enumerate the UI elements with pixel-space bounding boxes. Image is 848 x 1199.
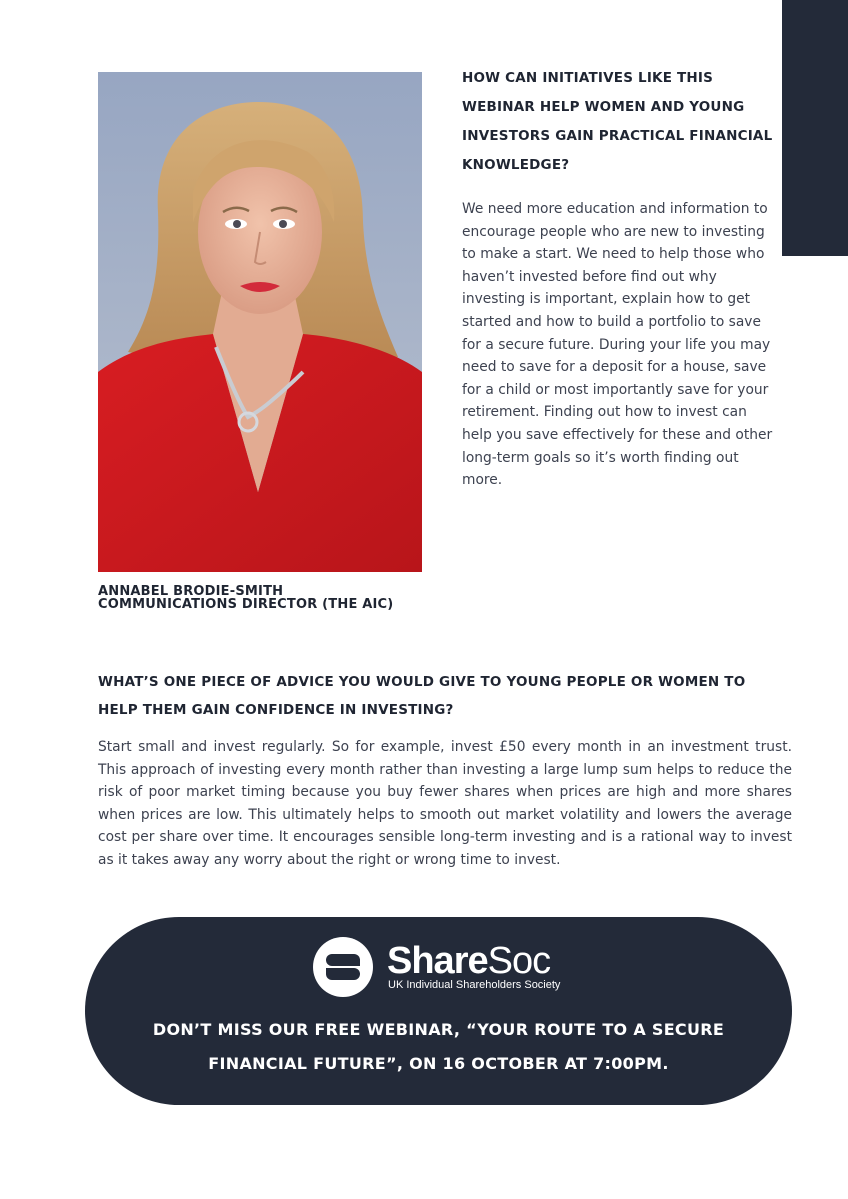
webinar-banner: [85, 917, 792, 1105]
sharesoc-logo: [313, 937, 573, 1001]
photo-caption: [98, 585, 438, 611]
caption-title: COMMUNICATIONS DIRECTOR (THE AIC): [98, 597, 394, 612]
question-two-heading: WHAT’S ONE PIECE OF ADVICE YOU WOULD GIVE TO YOUNG PEOPLE OR WOMEN TO HELP THEM GAIN CONFIDENCE IN INVESTING?: [98, 674, 746, 718]
question-two-answer: Start small and invest regularly. So for example, invest £50 every month in an investment trust. This approach of investing every month rather than investing a large lump sum helps to reduce the risk of poor market timing because you buy fewer shares when prices are high and more shares when prices are low. This ultimately helps to smooth out market volatility and lowers the average cost per share over time. It encourages sensible long-term investing and is a rational way to invest as it takes away any worry about the right or wrong time to invest.: [98, 739, 792, 868]
webinar-cta-text: DON’T MISS OUR FREE WEBINAR, “YOUR ROUTE TO A SECURE FINANCIAL FUTURE”, ON 16 OCTOBER AT 7:00PM.: [152, 1020, 725, 1073]
question-one-answer: We need more education and information to encourage people who are new to investing to make a start. We need to help those who haven’t invested before find out why investing is important, explain how to get started and how to build a portfolio to save for a secure future. During your life you may need to save for a deposit for a house, save for a child or most importantly save for your retirement. Finding out how to invest can help you save effectively for these and other long-term goals so it’s worth finding out more.: [462, 201, 773, 489]
sharesoc-logo-icon: [313, 937, 373, 997]
logo-word-bold: Share: [387, 940, 488, 982]
logo-wordmark: [387, 939, 550, 983]
corner-accent-bar: [782, 0, 848, 256]
question-one-heading: HOW CAN INITIATIVES LIKE THIS WEBINAR HELP WOMEN AND YOUNG INVESTORS GAIN PRACTICAL FINANCIAL KNOWLEDGE?: [462, 70, 773, 173]
logo-word-regular: Soc: [487, 940, 551, 982]
portrait-photo: [98, 72, 422, 572]
logo-tagline: UK Individual Shareholders Society: [388, 979, 561, 991]
caption-name: ANNABEL BRODIE-SMITH: [98, 584, 284, 599]
